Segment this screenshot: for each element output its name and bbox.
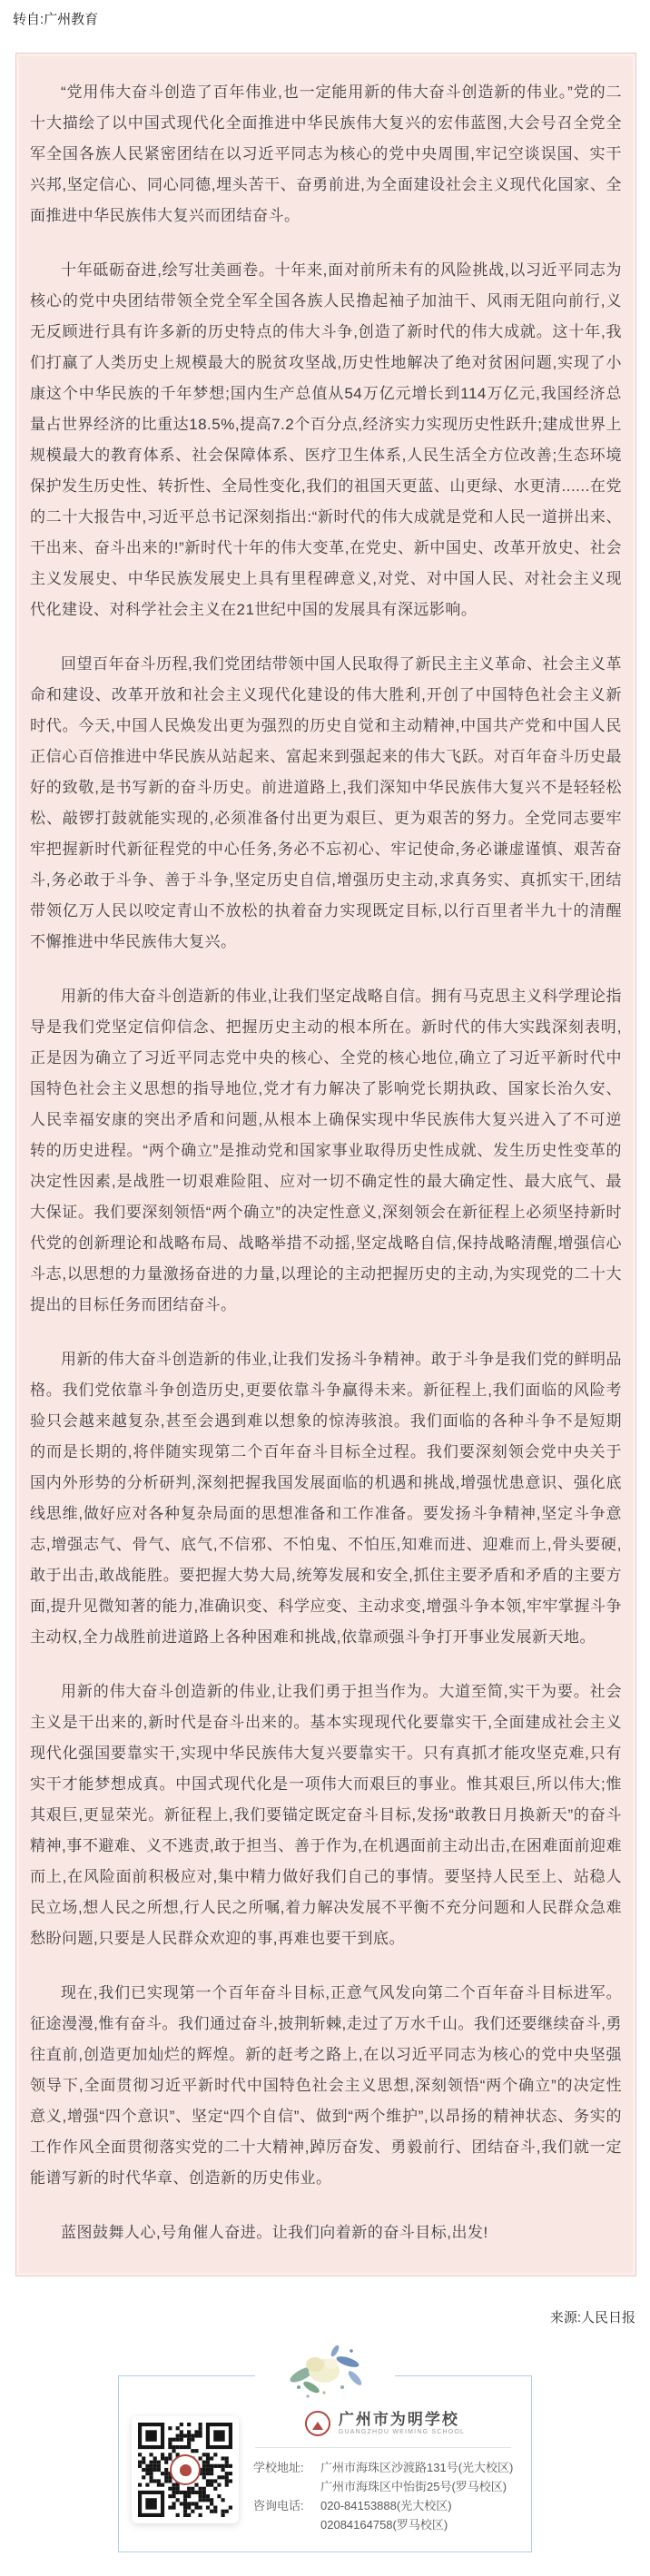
divider [255,2447,511,2448]
flower-decoration-icon [255,2338,395,2407]
school-logo-row [253,2411,517,2436]
address-line: 广州市海珠区沙渡路131号(光大校区) [320,2461,514,2474]
school-contact-details [253,2459,517,2533]
article-paragraph: 蓝图鼓舞人心,号角催人奋进。让我们向着新的奋斗目标,出发! [61,2224,488,2241]
school-info [253,2409,517,2533]
article-paragraph: 十年砥砺奋进,绘写壮美画卷。十年来,面对前所未有的风险挑战,以习近平同志为核心的党中央团结带领全党全军全国各族人民撸起袖子加油干、风雨无阻向前行,义无反顾进行具有许多新的历史特点的伟大斗争,创造了新时代的伟大成就。这十年,我们打赢了人类历史上规模最大的脱贫攻坚战,历史性地解决了绝对贫困问题,实现了小康这个中华民族的千年梦想;国内生产总值从54万亿元增长到114万亿元,我国经济总量占世界经济的比重达18.5%,提高7.2个百分点,经济实力实现历史性跃升;建成世界上规模最大的教育体系、社会保障体系、医疗卫生体系,人民生活全方位改善;生态环境保护发生历史性、转折性、全局性变化,我们的祖国天更蓝、山更绿、水更清......在党的二十大报告中,习近平总书记深刻指出:“新时代的伟大成就是党和人民一道拼出来、干出来、奋斗出来的!”新时代十年的伟大变革,在党史、新中国史、改革开放史、社会主义发展史、中华民族发展史上具有里程碑意义,对党、对中国人民、对社会主义现代化建设、对科学社会主义在21世纪中国的发展具有深远影响。 [30,261,622,618]
article-paragraph: 用新的伟大奋斗创造新的伟业,让我们勇于担当作为。大道至简,实干为要。社会主义是干出来的,新时代是奋斗出来的。基本实现现代化要靠实干,全面建成社会主义现代化强国要靠实干,实现中华民族伟大复兴要靠实干。只有真抓才能攻坚克难,只有实干才能梦想成真。中国式现代化是一项伟大而艰巨的事业。惟其艰巨,所以伟大;惟其艰巨,更显荣光。新征程上,我们要锚定既定奋斗目标,发扬“敢教日月换新天”的奋斗精神,事不避难、义不逃责,敢于担当、善于作为,在机遇面前主动出击,在困难面前迎难而上,在风险面前积极应对,集中精力做好我们自己的事情。要坚持人民至上、站稳人民立场,想人民之所想,行人民之所嘱,着力解决发展不平衡不充分问题和人民群众急难愁盼问题,只要是人民群众欢迎的事,再难也要干到底。 [30,1683,622,1947]
article-paragraph: “党用伟大奋斗创造了百年伟业,也一定能用新的伟大奋斗创造新的伟业。”党的二十大描绘了以中国式现代化全面推进中华民族伟大复兴的宏伟蓝图,大会号召全党全军全国各族人民紧密团结在以习近平同志为核心的党中央周围,牢记空谈误国、实干兴邦,坚定信心、同心同德,埋头苦干、奋勇前进,为全面建设社会主义现代化国家、全面推进中华民族伟大复兴而团结奋斗。 [30,84,622,224]
phone-label: 咨询电话: [253,2499,304,2512]
article-paragraph: 现在,我们已实现第一个百年奋斗目标,正意气风发向第二个百年奋斗目标进军。征途漫漫,惟有奋斗。我们通过奋斗,披荆斩棘,走过了万水千山。我们还要继续奋斗,勇往直前,创造更加灿烂的辉煌。新的赶考之路上,在以习近平同志为核心的党中央坚强领导下,全面贯彻习近平新时代中国特色社会主义思想,深刻领悟“两个确立”的决定性意义,增强“四个意识”、坚定“四个自信”、做到“两个维护”,以昂扬的精神状态、务实的工作作风全面贯彻落实党的二十大精神,踔厉奋发、勇毅前行、团结奋斗,我们就一定能谱写新的时代华章、创造新的历史伟业。 [30,1984,622,2187]
address-label: 学校地址: [253,2461,304,2474]
qr-code [132,2416,239,2523]
school-contact-card [118,2375,532,2552]
phone-line: 02084164758(罗马校区) [320,2518,448,2532]
address-line: 广州市海珠区中怡街25号(罗马校区) [320,2480,507,2493]
school-name-en: GUANGZHOU WEIMING SCHOOL [338,2429,466,2435]
school-name: 广州市为明学校 [338,2411,459,2428]
article-source: 来源:人民日报 [549,2310,635,2325]
article-paragraph: 用新的伟大奋斗创造新的伟业,让我们坚定战略自信。拥有马克思主义科学理论指导是我们党坚定信仰信念、把握历史主动的根本所在。新时代的伟大实践深刻表明,正是因为确立了习近平同志党中央的核心、全党的核心地位,确立了习近平新时代中国特色社会主义思想的指导地位,党才有力解决了影响党长期执政、国家长治久安、人民幸福安康的突出矛盾和问题,从根本上确保实现中华民族伟大复兴进入了不可逆转的历史进程。“两个确立”是推动党和国家事业取得历史性成就、发生历史性变革的决定性因素,是战胜一切艰难险阻、应对一切不确定性的最大确定性、最大底气、最大保证。我们要深刻领悟“两个确立”的决定性意义,深刻领会在新征程上必须坚持新时代党的创新理论和战略布局、战略举措不动摇,坚定战略自信,保持战略清醒,增强信心斗志,以思想的力量激扬奋进的力量,以理论的主动把握历史的主动,为实现党的二十大提出的目标任务而团结奋斗。 [30,988,622,1313]
phone-line: 020-84153888(光大校区) [320,2499,452,2512]
school-emblem-icon [305,2411,330,2436]
qr-center-logo-icon [170,2454,201,2485]
repost-source-label: 转自:广州教育 [13,12,99,27]
article-paragraph: 回望百年奋斗历程,我们党团结带领中国人民取得了新民主主义革命、社会主义革命和建设、改革开放和社会主义现代化建设的伟大胜利,开创了中国特色社会主义新时代。今天,中国人民焕发出更为强烈的历史自觉和主动精神,中国共产党和中国人民正信心百倍推进中华民族从站起来、富起来到强起来的伟大飞跃。对百年奋斗历史最好的致敬,是书写新的奋斗历史。前进道路上,我们深知中华民族伟大复兴不是轻轻松松、敲锣打鼓就能实现的,必须准备付出更为艰巨、更为艰苦的努力。全党同志要牢牢把握新时代新征程党的中心任务,务必不忘初心、牢记使命,务必谦虚谨慎、艰苦奋斗,务必敢于斗争、善于斗争,坚定历史自信,增强历史主动,求真务实、真抓实干,团结带领亿万人民以咬定青山不放松的执着奋力实现既定目标,以行百里者半九十的清醒不懈推进中华民族伟大复兴。 [30,655,622,950]
article-paragraph: 用新的伟大奋斗创造新的伟业,让我们发扬斗争精神。敢于斗争是我们党的鲜明品格。我们党依靠斗争创造历史,更要依靠斗争赢得未来。新征程上,我们面临的风险考验只会越来越复杂,甚至会遇到难以想象的惊涛骇浪。我们面临的各种斗争不是短期的而是长期的,将伴随实现第二个百年奋斗目标全过程。我们要深刻领会党中央关于国内外形势的分析研判,深刻把握我国发展面临的机遇和挑战,增强忧患意识、强化底线思维,做好应对各种复杂局面的思想准备和工作准备。要发扬斗争精神,坚定斗争意志,增强志气、骨气、底气,不信邪、不怕鬼、不怕压,知难而进、迎难而上,骨头要硬,敢于出击,敢战能胜。要把握大势大局,统筹发展和安全,抓住主要矛盾和矛盾的主要方面,提升见微知著的能力,准确识变、科学应变、主动求变,增强斗争本领,牢牢掌握斗争主动权,全力战胜前进道路上各种困难和挑战,依靠顽强斗争打开事业发展新天地。 [30,1351,622,1646]
article-body [15,53,636,2276]
